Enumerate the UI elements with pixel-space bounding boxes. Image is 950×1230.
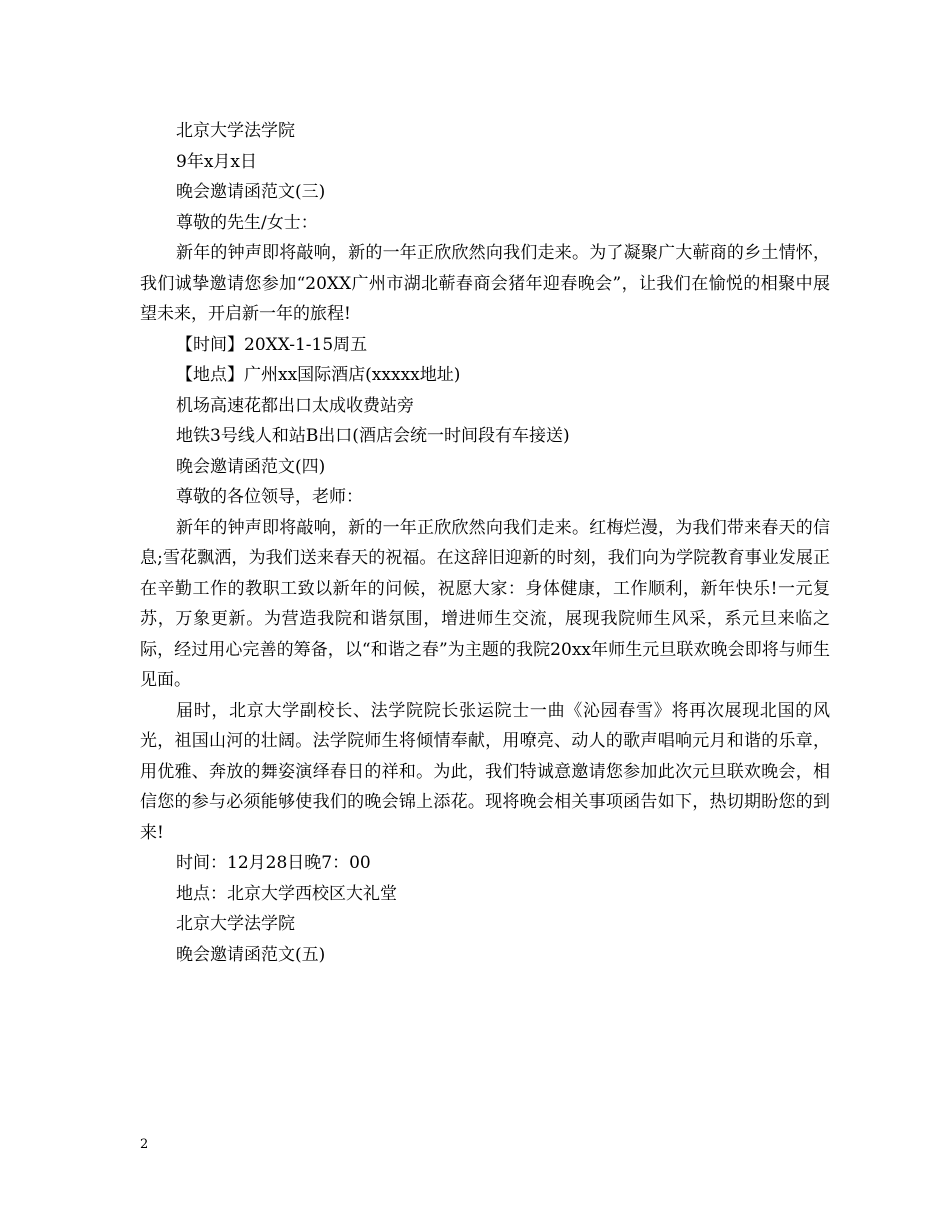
body-paragraph-3: 届时，北京大学副校长、法学院院长张运院士一曲《沁园春雪》将再次展现北国的风光，祖国山河的壮阔。法学院师生将倾情奉献，用嘹亮、动人的歌声唱响元月和谐的乐章，用优雅、奔放的舞姿演绎春日的祥和。为此，我们特诚意邀请您参加此次元旦联欢晚会，相信您的参与必须能够使我们的晚会锦上添花。现将晚会相关事项函告如下，热切期盼您的到来!	[140, 700, 830, 843]
section-heading-3: 晚会邀请函范文(三)	[176, 182, 326, 202]
signature-org-2: 北京大学法学院	[176, 914, 295, 934]
signature-date: 9年x月x日	[176, 151, 257, 172]
signature-org: 北京大学法学院	[176, 121, 295, 141]
section-heading-5: 晚会邀请函范文(五)	[176, 944, 326, 965]
document-body	[140, 116, 830, 970]
event-time: 【时间】20XX-1-15周五	[176, 334, 368, 355]
directions-metro: 地铁3号线人和站B出口(酒店会统一时间段有车接送)	[176, 426, 570, 446]
salutation-3: 尊敬的先生/女士：	[176, 212, 318, 233]
salutation-4: 尊敬的各位领导，老师：	[176, 487, 363, 507]
event-location: 【地点】广州xx国际酒店(xxxxx地址)	[176, 365, 461, 385]
page-number: 2	[140, 1137, 149, 1152]
body-paragraph-1: 新年的钟声即将敲响，新的一年正欣欣然向我们走来。为了凝聚广大蕲商的乡土情怀，我们诚挚邀请您参加“20XX广州市湖北蕲春商会猪年迎春晚会”，让我们在愉悦的相聚中展望未来，开启新一年的旅程!	[140, 243, 830, 324]
party-time: 时间：12月28日晚7：00	[176, 853, 371, 873]
directions-airport: 机场高速花都出口太成收费站旁	[176, 395, 414, 416]
section-heading-4: 晚会邀请函范文(四)	[176, 456, 326, 477]
party-location: 地点：北京大学西校区大礼堂	[176, 883, 397, 904]
body-paragraph-2: 新年的钟声即将敲响，新的一年正欣欣然向我们走来。红梅烂漫，为我们带来春天的信息;雪花飘洒，为我们送来春天的祝福。在这辞旧迎新的时刻，我们向为学院教育事业发展正在辛勤工作的教职工致以新年的问候，祝愿大家：身体健康，工作顺利，新年快乐!一元复苏，万象更新。为营造我院和谐氛围，增进师生交流，展现我院师生风采，系元旦来临之际，经过用心完善的筹备，以“和谐之春”为主题的我院20xx年师生元旦联欢晚会即将与师生见面。	[140, 517, 830, 690]
